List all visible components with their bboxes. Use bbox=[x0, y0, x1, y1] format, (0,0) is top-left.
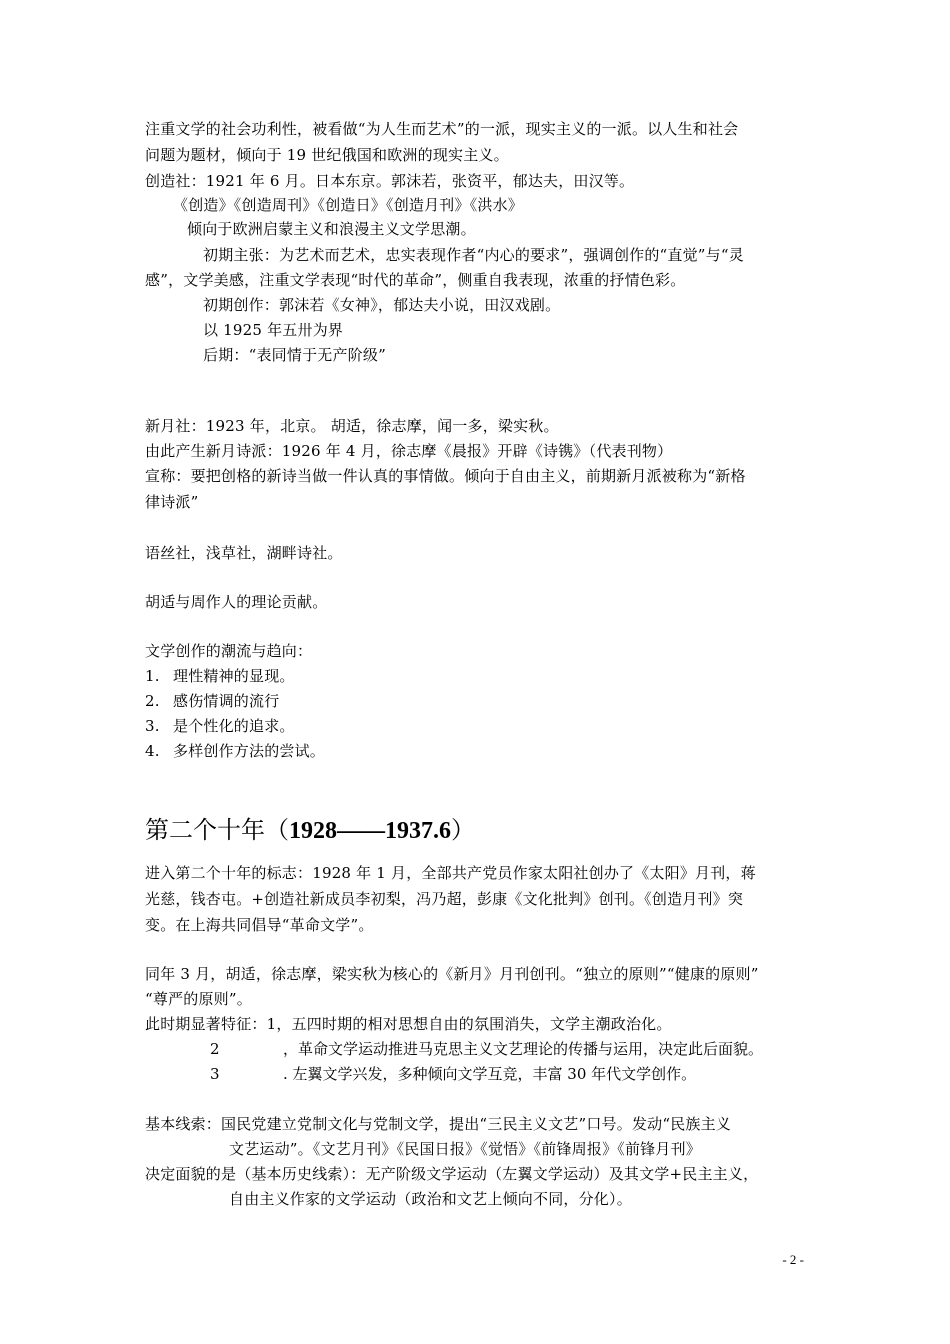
text-line: 《创造》《创造周刊》《创造日》《创造月刊》《洪水》 bbox=[173, 196, 524, 214]
list-item bbox=[145, 663, 295, 689]
text-line: 倾向于欧洲启蒙主义和浪漫主义文学思潮。 bbox=[187, 220, 476, 238]
list-number: 4. bbox=[145, 742, 160, 760]
text-line: 创造社：1921 年 6 月。日本东京。郭沫若，张资平，郁达夫，田汉等。 bbox=[145, 172, 635, 190]
list-number: 3. bbox=[145, 717, 160, 735]
text-line: 基本线索：国民党建立党制文化与党制文学，提出“三民主义文艺”口号。发动“民族主义 bbox=[145, 1115, 732, 1133]
text-line: 初期主张：为艺术而艺术，忠实表现作者“内心的要求”，强调创作的“直觉”与“灵 bbox=[203, 246, 744, 264]
text-line: 决定面貌的是（基本历史线索）：无产阶级文学运动（左翼文学运动）及其文学+民主主义， bbox=[145, 1165, 759, 1183]
text-line: 进入第二个十年的标志：1928 年 1 月，全部共产党员作家太阳社创办了《太阳》月刊，蒋 bbox=[145, 864, 756, 882]
text-line: 文学创作的潮流与趋向： bbox=[145, 642, 313, 660]
list-text: 多样创作方法的尝试。 bbox=[173, 742, 326, 760]
text-line: 以 1925 年五卅为界 bbox=[203, 321, 344, 339]
text-line: 变。在上海共同倡导“革命文学”。 bbox=[145, 916, 374, 934]
feature-number: 3 bbox=[210, 1065, 220, 1083]
text-line: 感”，文学美感，注重文学表现“时代的革命”，侧重自我表现，浓重的抒情色彩。 bbox=[145, 271, 686, 289]
heading-years: 1928——1937.6 bbox=[289, 818, 451, 844]
list-item bbox=[145, 713, 295, 739]
text-line: 后期：“表同情于无产阶级” bbox=[203, 346, 386, 364]
list-item bbox=[145, 738, 325, 764]
list-number: 2. bbox=[145, 692, 160, 710]
section-heading bbox=[145, 810, 475, 851]
list-text: 是个性化的追求。 bbox=[173, 717, 295, 735]
text-line: 同年 3 月，胡适，徐志摩，梁实秋为核心的《新月》月刊创刊。“独立的原则”“健康的原则” bbox=[145, 965, 759, 983]
text-line: “尊严的原则”。 bbox=[145, 990, 252, 1008]
list-item bbox=[145, 688, 279, 714]
text-line: . 左翼文学兴发，多种倾向文学互竞，丰富 30 年代文学创作。 bbox=[283, 1065, 697, 1083]
list-number: 1. bbox=[145, 667, 160, 685]
text-line: 问题为题材，倾向于 19 世纪俄国和欧洲的现实主义。 bbox=[145, 146, 509, 164]
list-text: 理性精神的显现。 bbox=[173, 667, 295, 685]
text-line: 由此产生新月诗派：1926 年 4 月，徐志摩《晨报》开辟《诗镌》（代表刊物） bbox=[145, 442, 673, 460]
text-line: 律诗派” bbox=[145, 493, 199, 511]
text-line: 文艺运动”。《文艺月刊》《民国日报》《觉悟》《前锋周报》《前锋月刊》 bbox=[229, 1140, 701, 1158]
heading-suffix: ） bbox=[451, 816, 475, 844]
text-line: 自由主义作家的文学运动（政治和文艺上倾向不同，分化）。 bbox=[229, 1190, 632, 1208]
list-text: 感伤情调的流行 bbox=[173, 692, 280, 710]
text-line: 初期创作：郭沫若《女神》，郁达夫小说，田汉戏剧。 bbox=[203, 296, 561, 314]
text-line: 胡适与周作人的理论贡献。 bbox=[145, 593, 328, 611]
text-line: 此时期显著特征：1，五四时期的相对思想自由的氛围消失，文学主潮政治化。 bbox=[145, 1015, 672, 1033]
text-line: 宣称：要把创格的新诗当做一件认真的事情做。倾向于自由主义，前期新月派被称为“新格 bbox=[145, 467, 746, 485]
text-line: 语丝社，浅草社，湖畔诗社。 bbox=[145, 544, 343, 562]
text-line: ，革命文学运动推进马克思主义文艺理论的传播与运用，决定此后面貌。 bbox=[283, 1040, 764, 1058]
page-number: - 2 - bbox=[782, 1252, 804, 1267]
text-line: 光慈，钱杏屯。+创造社新成员李初梨，冯乃超，彭康《文化批判》创刊。《创造月刊》突 bbox=[145, 890, 744, 908]
text-line: 新月社：1923 年，北京。 胡适，徐志摩，闻一多，梁实秋。 bbox=[145, 417, 559, 435]
feature-number: 2 bbox=[210, 1040, 220, 1058]
heading-prefix: 第二个十年（ bbox=[145, 816, 289, 844]
text-line: 注重文学的社会功利性，被看做“为人生而艺术”的一派，现实主义的一派。以人生和社会 bbox=[145, 120, 739, 138]
